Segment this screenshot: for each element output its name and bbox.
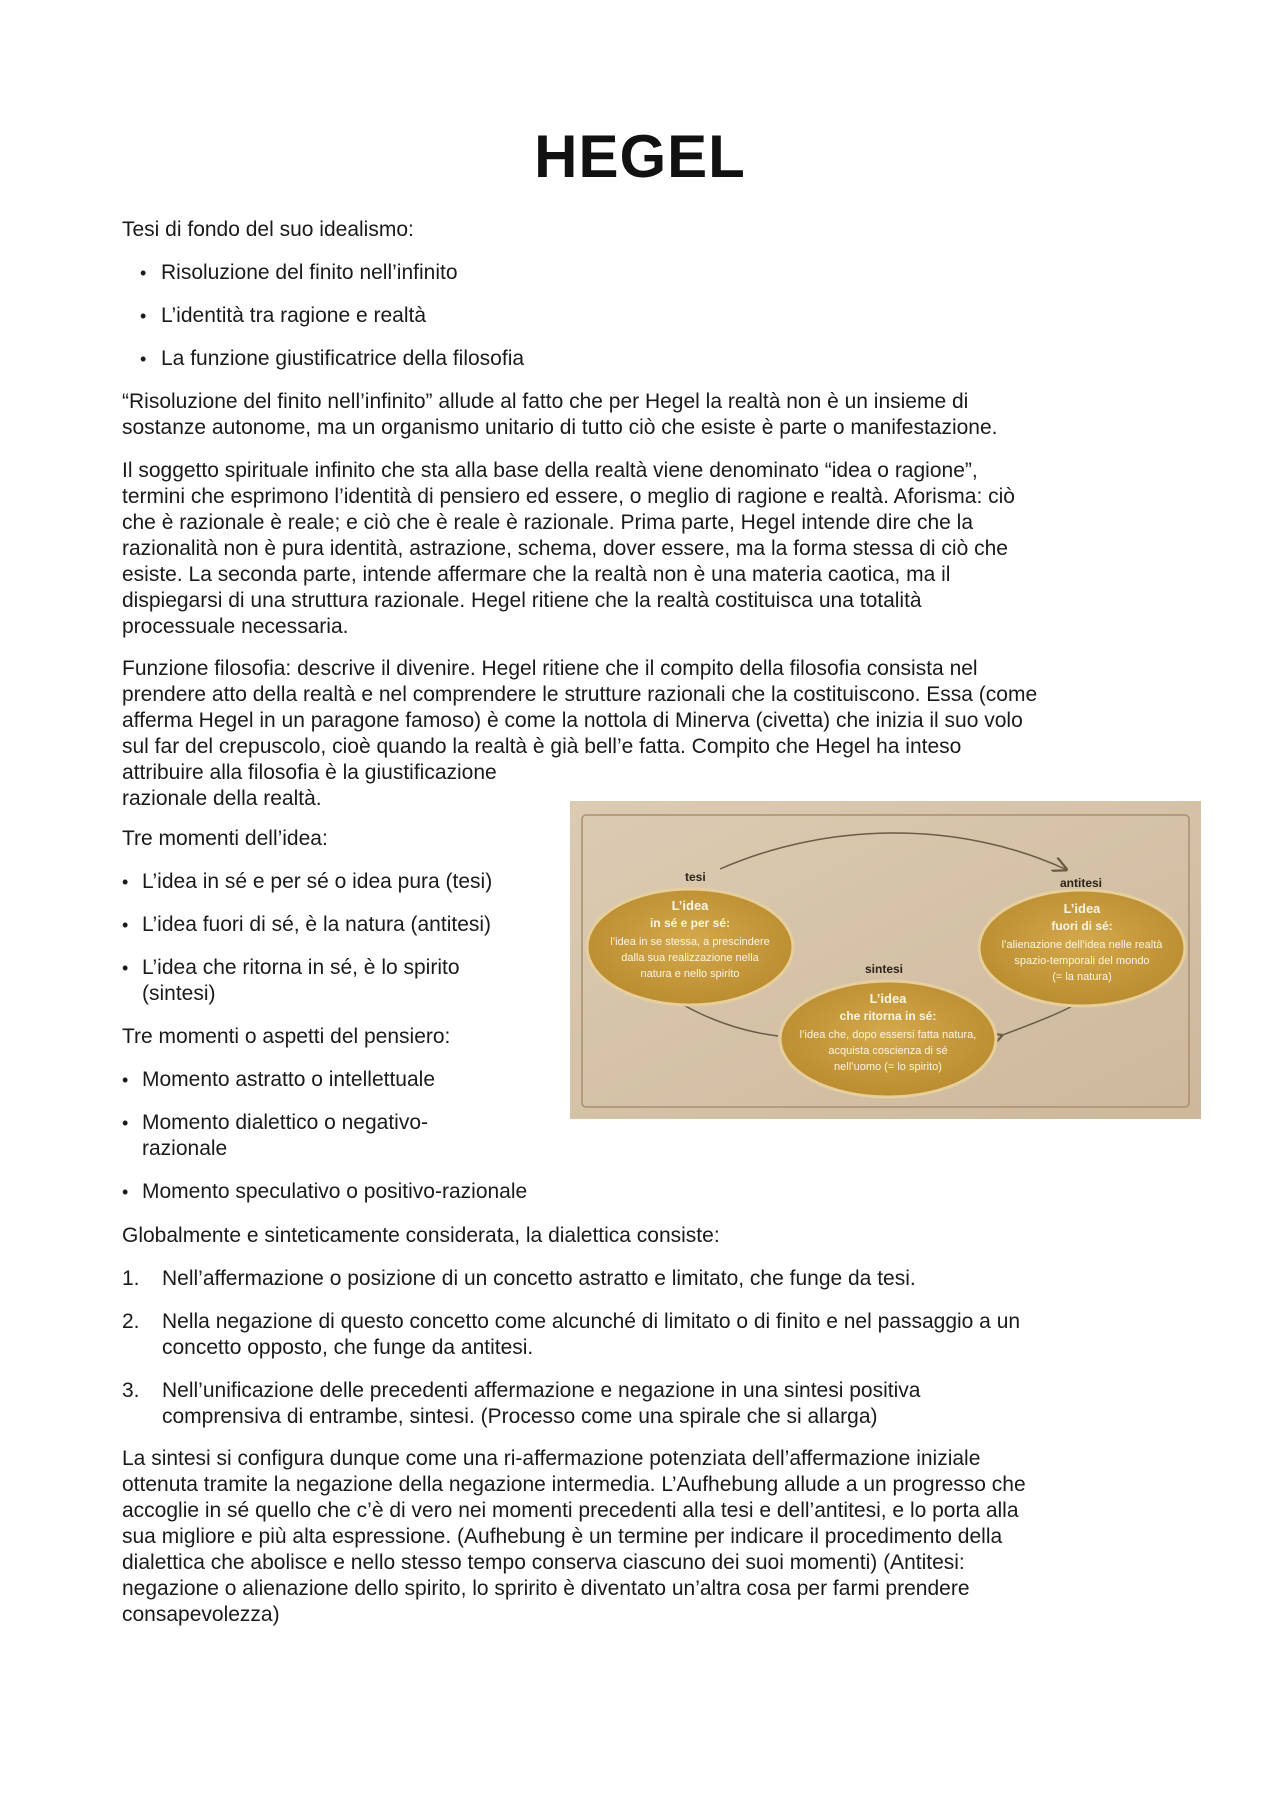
sintesi-desc-line: l’idea che, dopo essersi fatta natura, [799,1029,977,1041]
paragraph-idea-reason: Il soggetto spirituale infinito che sta alla base della realtà viene denominato “idea o ragione”, termini che esprimono l’identità di pensiero ed essere, o meglio di ragione e realtà. Aforisma: ciò che è razionale è reale; e ciò che è reale è razionale. Prima parte, Hegel intende dire che la razionalità non è pura identità, astrazione, schema, dover essere, ma la forma stessa di ciò che esiste. La seconda parte, intende affermare che la realtà non è una materia caotica, ma il dispiegarsi di una struttura razionale. Hegel ritiene che la realtà costituisca una totalità processuale necessaria. [122,459,1015,638]
paragraph-philosophy-function: Funzione filosofia: descrive il divenire. Hegel ritiene che il compito della filosofia consista nel prendere atto della realtà e nel comprendere le strutture razionali che la costituiscono. Essa (come afferma Hegel in un paragone famoso) è come la nottola di Minerva (civetta) che inizia il suo volo sul far del crepuscolo, cioè quando la realtà è già bell’e fatta. Compito che Hegel ha inteso attribuire alla filosofia è la giustificazione razionale della realtà. [122,657,1038,810]
theses-list [122,260,1022,389]
page-title: HEGEL [534,123,746,190]
sintesi-subtitle: che ritorna in sé: [839,1009,937,1023]
dialectic-diagram [570,801,1201,1119]
moments-idea-title: Tre momenti dell’idea: [122,827,328,850]
tesi-subtitle: in sé e per sé: [649,916,731,930]
moments-thought-title: Tre momenti o aspetti del pensiero: [122,1025,451,1048]
tesi-label: tesi [685,870,706,884]
thesis-item: • L’identità tra ragione e realtà [122,303,1022,329]
moment-idea-item: • L’idea che ritorna in sé, è lo spirito (sintesi) [122,955,552,1007]
sintesi-label: sintesi [865,962,904,976]
sintesi-desc-line: nell’uomo (= lo spirito) [834,1061,942,1073]
tesi-desc-line: l’idea in se stessa, a prescindere [610,936,770,948]
dialectic-step: 2. Nella negazione di questo concetto come alcunché di limitato o di finito e nel passaggio a un concetto opposto, che funge da antitesi. [122,1310,1021,1359]
moment-thought-item: • Momento astratto o intellettuale [122,1067,622,1093]
dialectic-step: 1. Nell’affermazione o posizione di un concetto astratto e limitato, che funge da tesi. [122,1267,916,1290]
antitesi-subtitle: fuori di sé: [1051,919,1113,933]
tesi-desc-line: dalla sua realizzazione nella [621,952,759,964]
dialectic-steps-list [122,1266,1172,1447]
intro-text: Tesi di fondo del suo idealismo: [122,218,414,241]
thesis-item: • La funzione giustificatrice della filosofia [122,346,1022,372]
moments-idea-list [122,869,552,1024]
thesis-item: • Risoluzione del finito nell’infinito [122,260,1022,286]
dialectic-step: 3. Nell’unificazione delle precedenti affermazione e negazione in una sintesi positiva comprensiva di entrambe, sintesi. (Processo come una spirale che si allarga) [122,1379,921,1428]
antitesi-title: L’idea [1063,901,1101,916]
moment-thought-item: • Momento speculativo o positivo-razionale [122,1179,622,1205]
paragraph-aufhebung: La sintesi si configura dunque come una ri-affermazione potenziata dell’affermazione iniziale ottenuta tramite la negazione della negazione intermedia. L’Aufhebung allude a un progresso che accoglie in sé quello che c’è di vero nei momenti precedenti alla tesi e dell’antitesi, e lo porta alla sua migliore e più alta espressione. (Aufhebung è un termine per indicare il procedimento della dialettica che abolisce e nello stesso tempo conserva ciascuno dei suoi momenti) (Antitesi: negazione o alienazione dello spirito, lo spririto è diventato un’altra cosa per farmi prendere consapevolezza) [122,1447,1026,1626]
paragraph-finite-infinite: “Risoluzione del finito nell’infinito” allude al fatto che per Hegel la realtà non è un insieme di sostanze autonome, ma un organismo unitario di tutto ciò che esiste è parte o manifestazione. [122,390,998,439]
sintesi-title: L’idea [869,991,907,1006]
dialectic-intro: Globalmente e sinteticamente considerata, la dialettica consiste: [122,1224,720,1247]
antitesi-desc-line: (= la natura) [1052,971,1112,983]
tesi-title: L’idea [671,898,709,913]
moment-idea-item: • L’idea fuori di sé, è la natura (antitesi) [122,912,552,938]
antitesi-desc-line: l’alienazione dell’idea nelle realtà [1001,939,1163,951]
sintesi-desc-line: acquista coscienza di sé [828,1045,948,1057]
dialectic-diagram-photo [570,801,1201,1119]
antitesi-desc-line: spazio-temporali del mondo [1014,955,1150,967]
antitesi-label: antitesi [1060,876,1103,890]
moments-thought-list [122,1067,622,1222]
tesi-desc-line: natura e nello spirito [640,968,740,980]
moment-thought-item: • Momento dialettico o negativo- razionale [122,1110,622,1162]
moment-idea-item: • L’idea in sé e per sé o idea pura (tesi) [122,869,552,895]
